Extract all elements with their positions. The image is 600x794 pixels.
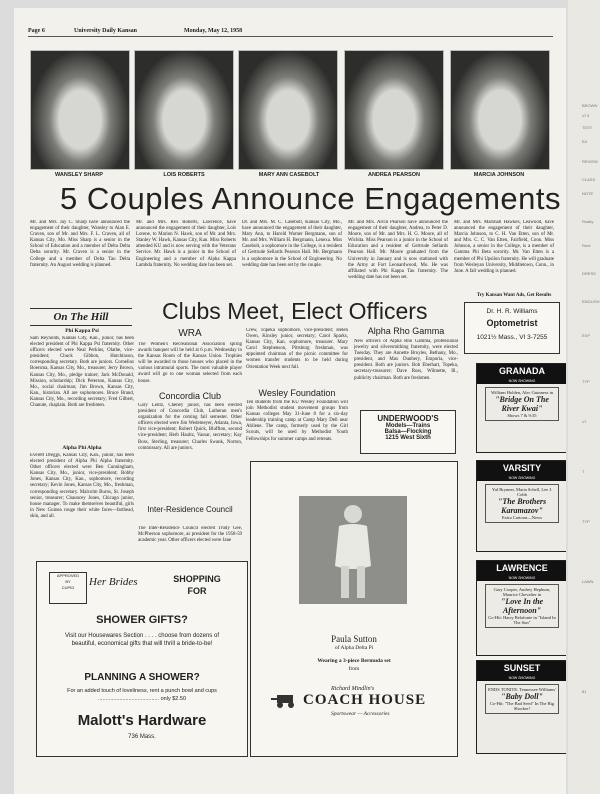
page-number: Page 6: [28, 28, 45, 34]
theater-name: LAWRENCE: [477, 561, 566, 576]
clubs-headline: Clubs Meet, Elect Officers: [162, 298, 428, 324]
want-ads-tagline: Try Kansan Want Ads, Get Results: [476, 293, 552, 298]
granada-theater-ad: [476, 363, 566, 453]
issue-date: Monday, May 12, 1958: [184, 28, 243, 34]
now-showing: NOW SHOWING: [477, 476, 566, 481]
edge-text: Ed: [582, 139, 587, 144]
edge-text: EXP: [582, 333, 591, 338]
adjacent-page-edge: [568, 0, 600, 794]
wesley-story: Ten students from the KU Wesley Foundation will join Methodist student movement groups from Kansas colleges May 31-June 8 for a six-day leadership training camp at Camp Mary Dell near Abilene. The camp, formerly used by the Girl Scouts, will be used by Methodist Youth Fellowships for summer camps and retreats.: [246, 400, 348, 442]
on-the-hill-story: Sam Reynolds, Kansas City, Kan., junior, has been elected president of Phi Kappa Psi fraternity. Other officers elected were Neal Perkins, Olathe, vice-president; Chuck Gibbon, Hutchinson, corresponding secretary. Both are juniors. Cornelius Boersma, Kansas City, Mo., treasurer; Jerry Brown, Kansas City, Mo., pledge trainer; Jack McDonald, Mission, scholarship; Dick Peterson, Kansas City, Mo., social chairman; Jim Brown, Kansas City, Kan., historian. All are sophomores. Bruce Brand, Kansas City, Mo., recording secretary; Fred Gilbert, Chanute, chaplain. Both are freshmen.: [30, 336, 134, 409]
brand-name: COACH HOUSE: [303, 692, 427, 708]
edge-text: VI: [582, 419, 586, 424]
model-sorority: of Alpha Delta Pi: [334, 645, 374, 651]
edge-text: Realty: [582, 219, 594, 224]
on-the-hill-story: Everett Dreggs, Kansas City, Kan., junior, has been elected president of Alpha Phi Alpha fraternity. Other officers elected were Ben Cunningham, Kansas City, Mo., junior, vice-president; Bobby Jones, Kansas City, Kan., sophomore, recording secretary; Kevin Jones, Kansas City, Mo., freshman, corresponding secretary. Malcolm Burns, St. Joseph senior, treasurer; Chauncey Jones, Chicago junior, house manager. To make themselves beautiful, girls in New Guinea rouge their white faces—farthead, skin, and all.: [30, 453, 134, 519]
feature-title: "Baby Doll": [501, 692, 543, 701]
shopping-line: FOR: [187, 586, 207, 596]
lawrence-theater-ad: [476, 560, 566, 656]
underwoods-ad: [360, 410, 456, 454]
badge-line: CUPID: [61, 585, 75, 590]
cupid-badge: [49, 572, 87, 604]
photo-caption: MARCIA JOHNSON: [473, 172, 525, 178]
optometrist-ad: [464, 302, 560, 354]
optometrist-title: Optometrist: [486, 318, 538, 328]
photo-caption: LOIS ROBERTS: [163, 172, 205, 178]
now-showing: NOW SHOWING: [477, 576, 566, 581]
wra-story: The Women's Recreational Association spring awards banquet will be held at 6 p.m. Wednesday in the Kansas Room of the Kansas Union. Trophies will be awarded to those houses who placed in the various intramural sports. The most valuable player award will go to one woman selected from each house.: [138, 342, 242, 384]
engagement-story: Mr. and Mrs. Jay C. Sharp have announced the engagement of their daughter, Wansley to Alan E. Craven, son of Mr. and Mrs. F. L. Craven, all of Kansas City, Mo. Miss Sharp is a senior in the School of Education and a member of Delta Delta Delta sorority. Mr. Craven is a senior in the College and a member of Delta Tau Delta fraternity. An August wedding is planned.: [30, 220, 130, 268]
concordia-story: Gary Lentz, Cheney junior, has been elected president of Concordia Club, Lutheran men's organization for the coming fall semester. Other officers elected were Jim Wedemeyer, Atlanta, Iowa, first vice-president; Robert Quick, Bluffton, second vice-president; Herb Haultz, Vassar, secretary; Kay Boss, Sterling, treasurer; Charles Swank, Norton, commissary. All are juniors.: [138, 403, 242, 451]
engagement-story: Mr. and Mrs. Marshall Hawkes, Leawood, have announced the engagement of their daughter, Marcia Johnson, to C. H. Van Etten, son of Mr. and Mrs. C. C. Van Etten, Fairfield, Conn. Miss Johnson, a senior in the College, is a member of Gamma Phi Beta sorority. Mr. Van Etten is a member of Phi Upsilon fraternity. He will graduate from Wesleyan University, Middletown, Conn., in June. A fall wedding is planned.: [454, 220, 554, 274]
feature-box: [485, 684, 559, 714]
stars: Yul Brynner, Maria Schell, Lee J. Cobb: [491, 487, 553, 497]
masthead-rule: [28, 36, 553, 37]
planning-body: For an added touch of loveliness, rent a punch bowl and cups ........................................ only $2.50: [67, 688, 217, 702]
edge-text: CLASS: [582, 177, 596, 182]
shopping-line: SHOPPING: [173, 574, 221, 584]
feature-box: [485, 584, 559, 628]
optometrist-address: 1021½ Mass., VI 3-7255: [476, 334, 548, 341]
edge-text: TYP: [582, 519, 590, 524]
stars: ENDS TONITE: Tennessee Williams': [488, 687, 556, 692]
edge-text: VI 3: [582, 113, 590, 118]
edge-text: 81: [582, 689, 587, 694]
photo-caption: WANSLEY SHARP: [55, 172, 103, 178]
showtimes: Co-Hit: Harry Belafonte in "Island In The Sun": [488, 615, 556, 625]
edge-text: ENGLISH: [582, 299, 600, 304]
photo-lois-roberts: [134, 50, 234, 170]
brides-script: Her Brides: [89, 576, 138, 588]
store-address: 736 Mass.: [128, 734, 156, 740]
edge-text: NOTE: [582, 191, 594, 196]
theater-name: GRANADA: [477, 364, 566, 379]
varsity-theater-ad: [476, 460, 566, 552]
theater-name: VARSITY: [477, 461, 566, 476]
feature-box: [485, 387, 559, 421]
photo-wansley-sharp: [30, 50, 130, 170]
showtimes: Shows 7 & 9:35: [507, 413, 537, 418]
feature-box: [485, 484, 559, 523]
outfit-description: Wearing a 3-piece Bermuda set: [317, 658, 391, 664]
shower-heading: SHOWER GIFTS?: [96, 614, 188, 626]
edge-text: TYP: [582, 379, 590, 384]
section-heading: Phi Kappa Psi: [65, 328, 99, 334]
edge-text: REVIEW: [582, 159, 598, 164]
coach-house-ad: [250, 461, 458, 757]
edge-text: Rent: [582, 243, 591, 248]
feature-title: "Love In the Afternoon": [500, 597, 544, 615]
photo-caption: MARY ANN CASEBOLT: [258, 172, 320, 178]
showtimes: Extra Cartoon—News: [501, 515, 543, 520]
alpha-rho-story: New officers of Alpha Rho Gamma, professional jewelry and silversmithing fraternity, were elected Tuesday. They are Annette Broyles, Bethany, Mo., president, and Max Dunbery, Emporia, vice-president. Both are juniors. Bob Eberhart, Topeka, secretary-treasurer; Dave Ross, Wilmette, Ill., publicity chairman. Both are freshmen.: [354, 339, 458, 381]
engagement-story: Mr. and Mrs. Rex Roberts, Lawrence, have announced the engagement of their daughter, Lois Lorene, to Marion N. Hawk, son of Mr. and Mrs. Stanley W. Hawk, Kansas City, Kan. Miss Roberts attended KU and is now serving with the Veterans Service. Mr. Hawk is a junior in the School of Engineering and a member of Alpha Kappa Lambda fraternity. No wedding date has been set.: [136, 220, 236, 268]
on-the-hill-title: On The Hill: [30, 308, 132, 326]
stagecoach-icon: [271, 694, 301, 708]
wra-heading: WRA: [178, 328, 202, 339]
edge-text: DRESS: [582, 271, 596, 276]
engagements-headline: 5 Couples Announce Engagements: [60, 181, 562, 216]
concordia-heading: Concordia Club: [158, 391, 222, 401]
alpha-rho-heading: Alpha Rho Gamma: [367, 326, 445, 336]
photo-marcia-johnson: [450, 50, 550, 170]
edge-text: TEXT: [582, 125, 593, 130]
underwoods-name: UNDERWOOD'S: [377, 414, 439, 423]
edge-text: T: [582, 469, 585, 474]
edge-text: BROWN: [582, 103, 598, 108]
showtimes: Co-Hit: "The Bad Seed" In The Big Shocker!: [489, 701, 555, 711]
brand-subtitle: Sportswear — Accessories: [331, 711, 390, 717]
engagement-story: Mr. and Mrs. Alvin Pearson have announced the engagement of their daughter, Andrea, to Peter D. Moore, son of Mr. and Mrs. H. G. Moore, all of Wichita. Miss Pearson is a junior in the School of Education and a resident of Gertrude Sellards Pearson Hall. Mr. Moore graduated from the University in January and is now stationed with the Army at Fort Leonardwood, Mo. He was affiliated with Phi Kappa Tau fraternity. The wedding date has not been set.: [348, 220, 448, 280]
edge-text: LAWN: [582, 579, 594, 584]
feature-title: "The Brothers Karamazov": [497, 497, 547, 515]
feature-title: "Bridge On The River Kwai": [495, 395, 549, 413]
underwoods-line: Balsa—Flocking: [384, 429, 432, 435]
sunset-theater-ad: [476, 660, 566, 754]
stars: William Holden, Alec Guinness in: [491, 390, 553, 395]
interres-heading: Inter-Residence Council: [147, 505, 233, 514]
planning-heading: PLANNING A SHOWER?: [84, 672, 200, 683]
malott-hardware-ad: [36, 561, 248, 757]
model-name: Paula Sutton: [331, 634, 377, 644]
wesley-heading: Wesley Foundation: [258, 388, 336, 398]
optometrist-name: Dr. H. R. Williams: [486, 308, 538, 315]
theater-name: SUNSET: [477, 661, 566, 676]
underwoods-address: 1215 West Sixth: [385, 435, 431, 441]
model-figure-icon: [299, 496, 407, 604]
from-label: from: [348, 666, 360, 672]
badge-line: APPROVED: [56, 573, 80, 578]
interres-story: The Inter-Residence Council elected Trudy Gee, McPherson sophomore, as president for the 1958-59 academic year. Other officers elected were Jane: [138, 526, 242, 544]
photo-mary-ann-casebolt: [238, 50, 338, 170]
badge-line: BY: [65, 579, 71, 584]
club-story: Crew, Topeka sophomore, vice-president; Helen Owen, Kinsley junior, secretary; Carol Sparks, Kansas City, Kan. sophomore, treasurer. Mary Carol Stephenson, Pittsburg freshman, was appointed chairman of the picnic committee for women transfer students to be held during Orientation Week next fall.: [246, 328, 348, 370]
engagement-story: Dr. and Mrs. M. C. Casebolt, Kansas City, Mo., have announced the engagement of their daughter, Mary Ann, to Harold Warner Bergmann, son of Mr. and Mrs. William H. Bergmann, Lenexa. Miss Casebolt, a sophomore in the College, is a resident of Gertrude Sellards Pearson Hall. Mr. Bergmann is a sophomore in the School of Engineering. No wedding date has been set by the couple.: [242, 220, 342, 268]
model-photo: [299, 496, 407, 604]
stars: Gary Cooper, Audrey Hepburn, Maurice Chevalier in: [493, 587, 551, 597]
photo-andrea-pearson: [344, 50, 444, 170]
shower-body: Visit our Housewares Section . . . . choose from dozens of beautiful, economical gifts that will thrill a bride-to-be!: [65, 633, 219, 647]
photo-caption: ANDREA PEARSON: [367, 172, 421, 178]
newspaper-page: [14, 8, 566, 794]
brand-script: Richard Mindlin's: [331, 686, 375, 692]
underwoods-line: Models—Trains: [385, 423, 431, 429]
store-name: Malott's Hardware: [77, 712, 207, 729]
paper-name: University Daily Kansan: [74, 28, 138, 34]
section-heading: Alpha Phi Alpha: [62, 445, 102, 451]
now-showing: NOW SHOWING: [477, 676, 566, 681]
now-showing: NOW SHOWING: [477, 379, 566, 384]
